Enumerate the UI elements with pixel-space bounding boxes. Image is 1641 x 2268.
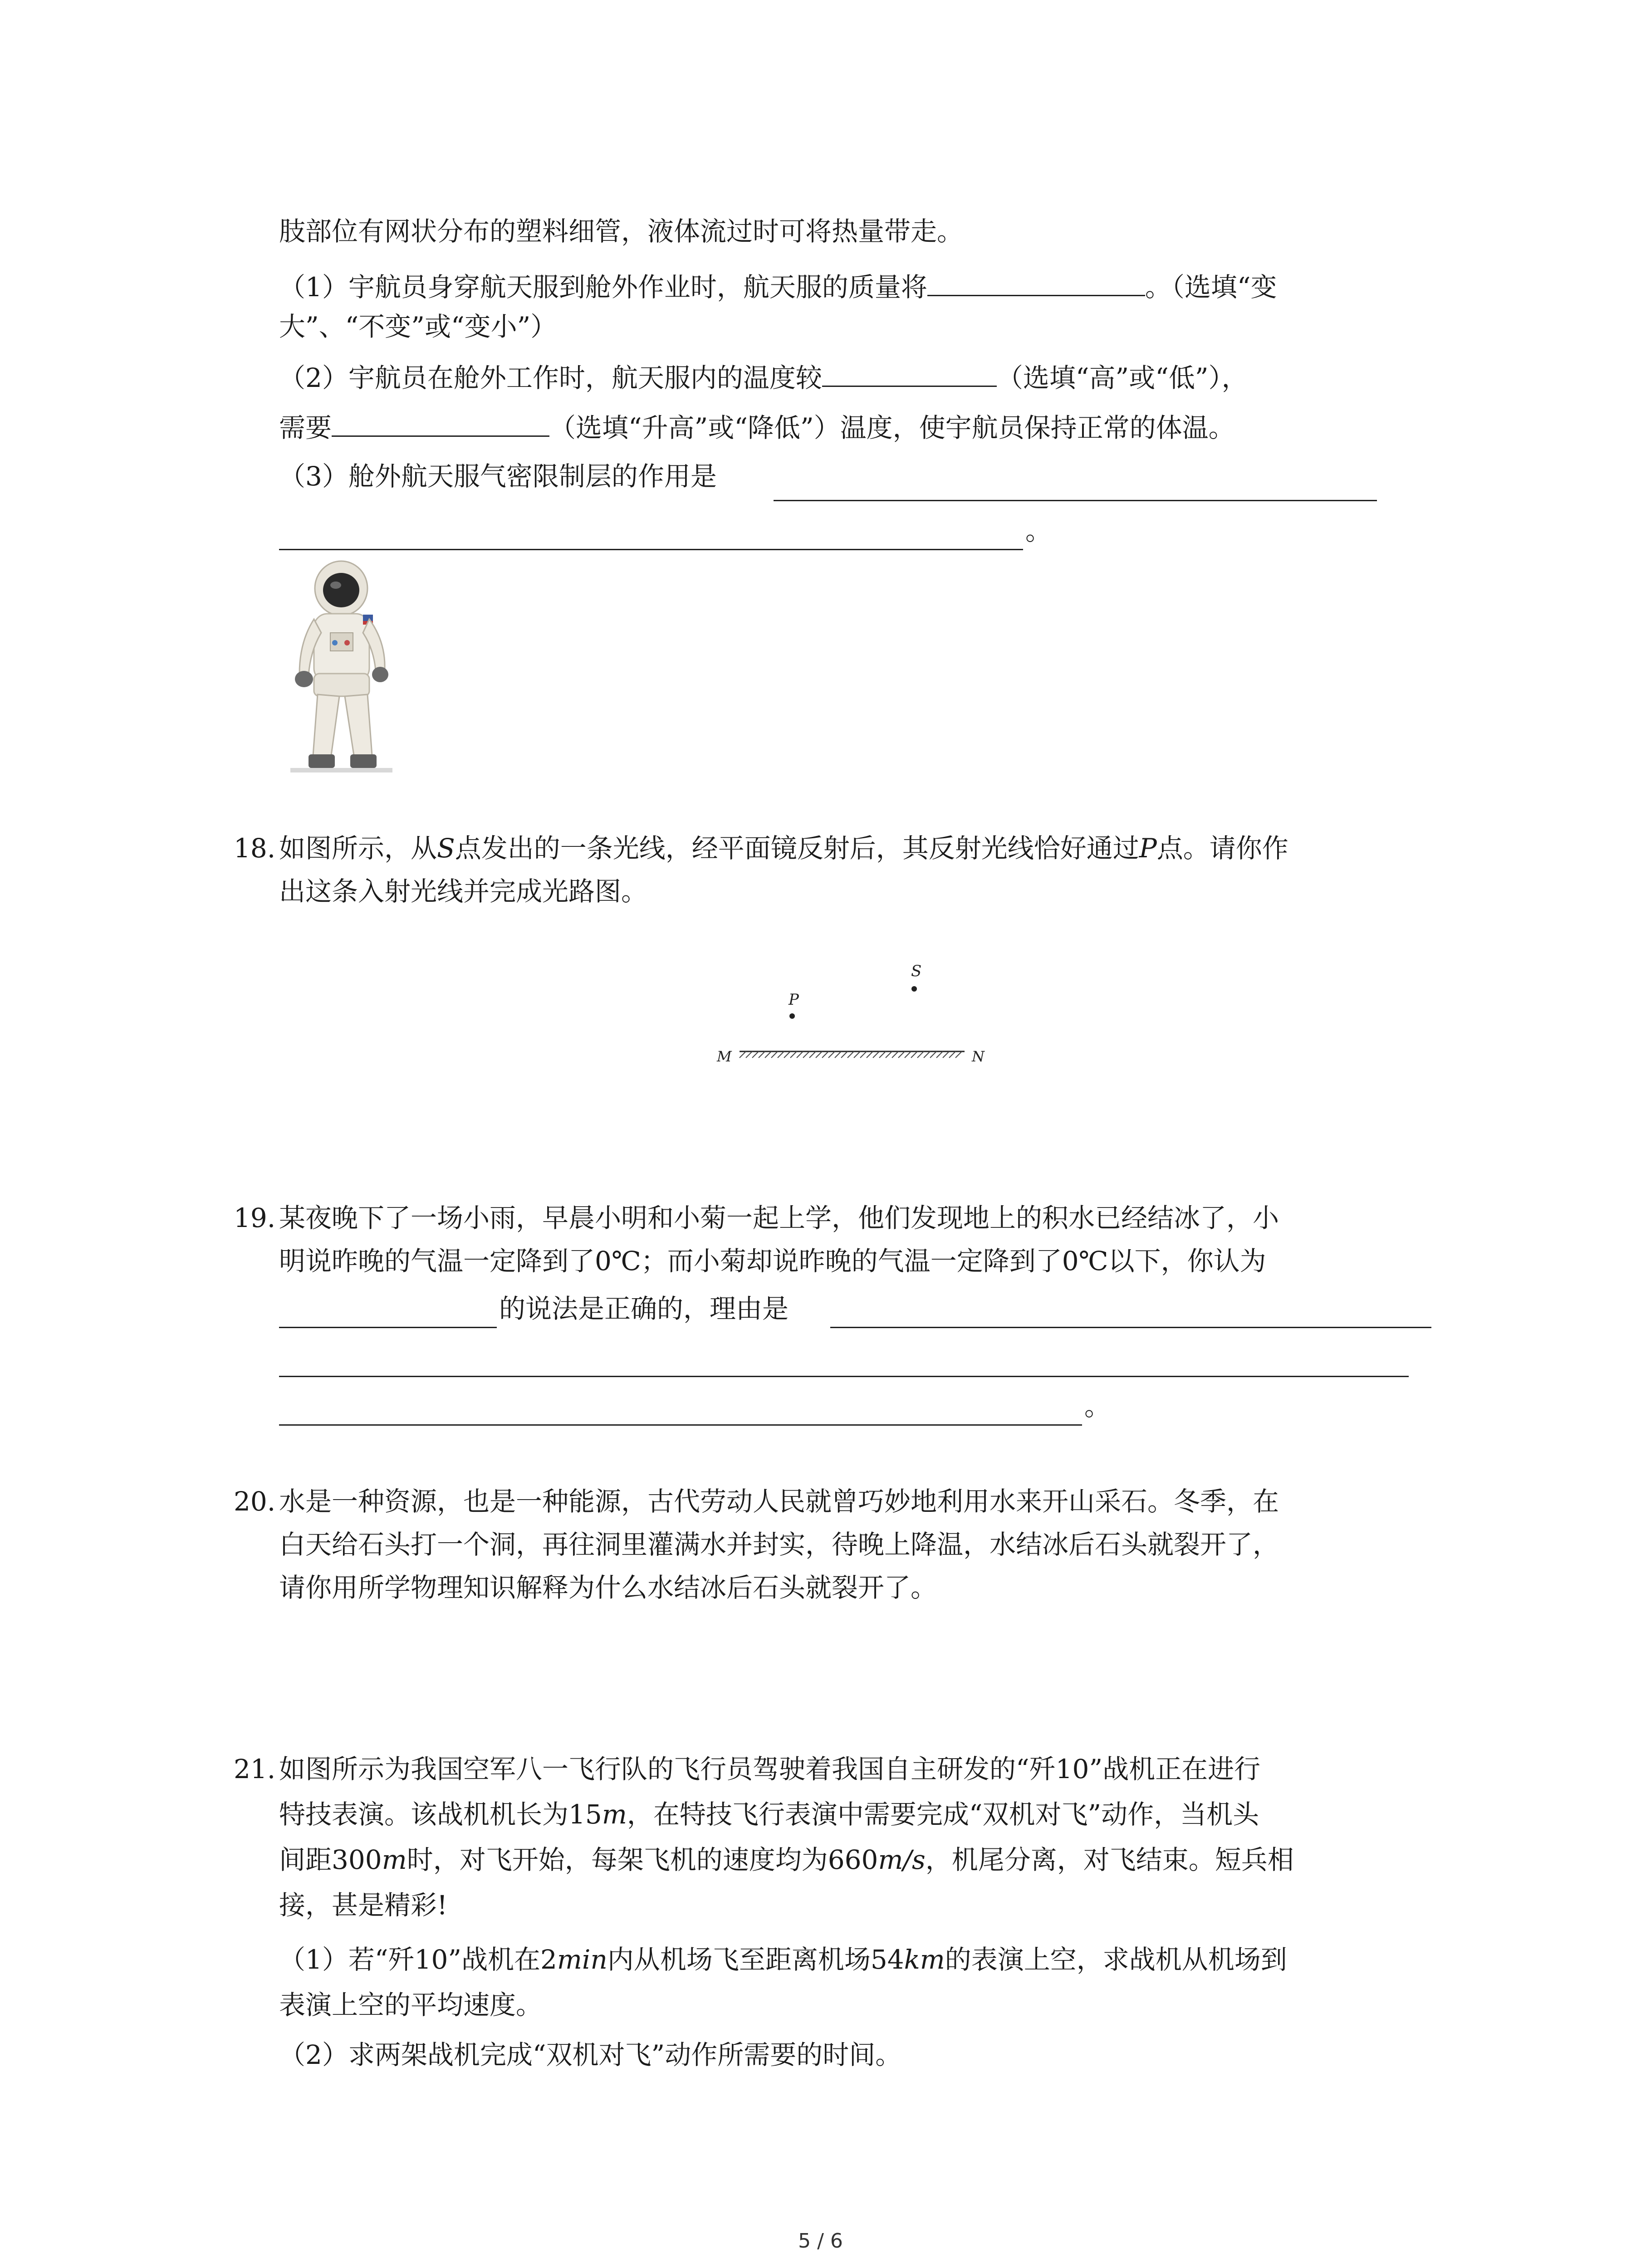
- q17-part2-text: （2）宇航员在舱外工作时，航天服内的温度较: [279, 362, 822, 393]
- q21-l3-a: 间距300: [279, 1844, 382, 1875]
- q18-point-s: S: [437, 833, 455, 864]
- q17-part2: [279, 358, 1248, 396]
- q21-part1: [279, 1941, 1287, 1978]
- q21-l2-unit: m: [602, 1799, 627, 1830]
- page-number: 5 / 6: [798, 2229, 843, 2253]
- label-m: M: [717, 1048, 732, 1065]
- q21-l2-a: 特技表演。该战机机长为15: [279, 1799, 602, 1830]
- q21-l3-c: ，机尾分离，对飞结束。短兵相: [925, 1844, 1294, 1875]
- q18-text-c: 点。请你作: [1156, 833, 1288, 864]
- q17-period: 。: [1025, 515, 1052, 546]
- q20-line3: 请你用所学物理知识解释为什么水结冰后石头就裂开了。: [279, 1572, 937, 1603]
- astronaut-image: [281, 560, 402, 773]
- q21-line1: 如图所示为我国空军八一飞行队的飞行员驾驶着我国自主研发的“歼10”战机正在进行: [279, 1754, 1261, 1784]
- q21-line3: [279, 1842, 1294, 1878]
- q21-l3-unit-speed: m/s: [878, 1844, 926, 1875]
- q18-line2: 出这条入射光线并完成光路图。: [279, 876, 648, 907]
- q17-blank-4[interactable]: [774, 500, 1377, 501]
- q21-part1-cont: 表演上空的平均速度。: [279, 1989, 543, 2020]
- q19-blank-4[interactable]: [279, 1424, 1082, 1426]
- q17-part2-need: 需要: [279, 412, 332, 443]
- q20-line2: 白天给石头打一个洞，再往洞里灌满水并封实，待晚上降温，水结冰后石头就裂开了，: [279, 1529, 1279, 1560]
- label-n: N: [972, 1048, 985, 1065]
- q18-text-b: 点发出的一条光线，经平面镜反射后，其反射光线恰好通过: [455, 833, 1139, 864]
- q21-l3-unit-m: m: [382, 1844, 407, 1875]
- q17-part3: （3）舱外航天服气密限制层的作用是: [279, 461, 717, 492]
- q19-number: 19.: [234, 1202, 276, 1233]
- q21-l5-c: 的表演上空，求战机从机场到: [945, 1944, 1287, 1975]
- q17-blank-1[interactable]: [927, 268, 1145, 296]
- q18-point-p: P: [1139, 833, 1157, 864]
- point-p: [789, 1013, 795, 1019]
- q21-l3-b: 时，对飞开始，每架飞机的速度均为660: [407, 1844, 878, 1875]
- mirror-diagram: [708, 953, 1025, 1089]
- q19-line1: 某夜晚下了一场小雨，早晨小明和小菊一起上学，他们发现地上的积水已经结冰了，小: [279, 1202, 1279, 1233]
- q17-blank-3[interactable]: [332, 408, 549, 437]
- q19-blank-3[interactable]: [279, 1376, 1409, 1377]
- q21-l5-unit-km: km: [904, 1944, 945, 1975]
- q17-part2-rest: （选填“升高”或“降低”）温度，使宇航员保持正常的体温。: [549, 412, 1235, 443]
- q17-blank-5[interactable]: [279, 549, 1023, 550]
- q19-blank-1[interactable]: [279, 1327, 497, 1328]
- q17-part2-options: （选填“高”或“低”），: [996, 362, 1248, 393]
- q21-number: 21.: [234, 1754, 276, 1784]
- q21-line2: [279, 1796, 1259, 1833]
- q21-l5-unit-min: min: [557, 1944, 607, 1975]
- q17-intro: 肢部位有网状分布的塑料细管，液体流过时可将热量带走。: [279, 216, 964, 247]
- q19-line3: 的说法是正确的，理由是: [499, 1293, 789, 1324]
- label-p: P: [789, 991, 799, 1009]
- label-s: S: [911, 962, 922, 980]
- q17-part1-cont: 大”、“不变”或“变小”）: [279, 311, 557, 342]
- q17-part1: [279, 268, 1277, 305]
- q21-line4: 接，甚是精彩!: [279, 1890, 448, 1921]
- q17-part1-options: 。（选填“变: [1145, 272, 1277, 303]
- q18-line1: [279, 830, 1288, 866]
- q21-l2-b: ，在特技飞行表演中需要完成“双机对飞”动作，当机头: [627, 1799, 1259, 1830]
- q19-line2: 明说昨晚的气温一定降到了0℃；而小菊却说昨晚的气温一定降到了0℃以下，你认为: [279, 1246, 1266, 1276]
- q21-l5-b: 内从机场飞至距离机场54: [607, 1944, 904, 1975]
- q21-l5-a: （1）若“歼10”战机在2: [279, 1944, 557, 1975]
- q17-part1-text: （1）宇航员身穿航天服到舱外作业时，航天服的质量将: [279, 272, 927, 303]
- q18-number: 18.: [234, 833, 276, 864]
- q17-blank-2[interactable]: [822, 358, 997, 387]
- point-s: [911, 986, 917, 992]
- q20-number: 20.: [234, 1486, 276, 1517]
- q20-line1: 水是一种资源，也是一种能源，古代劳动人民就曾巧妙地利用水来开山采石。冬季，在: [279, 1486, 1279, 1517]
- q18-text-a: 如图所示，从: [279, 833, 437, 864]
- q17-part2-cont: [279, 408, 1235, 446]
- q21-part2: （2）求两架战机完成“双机对飞”动作所需要的时间。: [279, 2039, 902, 2070]
- q19-blank-2[interactable]: [830, 1327, 1431, 1328]
- q19-period: 。: [1084, 1391, 1111, 1422]
- mirror-hatching: [740, 1051, 962, 1058]
